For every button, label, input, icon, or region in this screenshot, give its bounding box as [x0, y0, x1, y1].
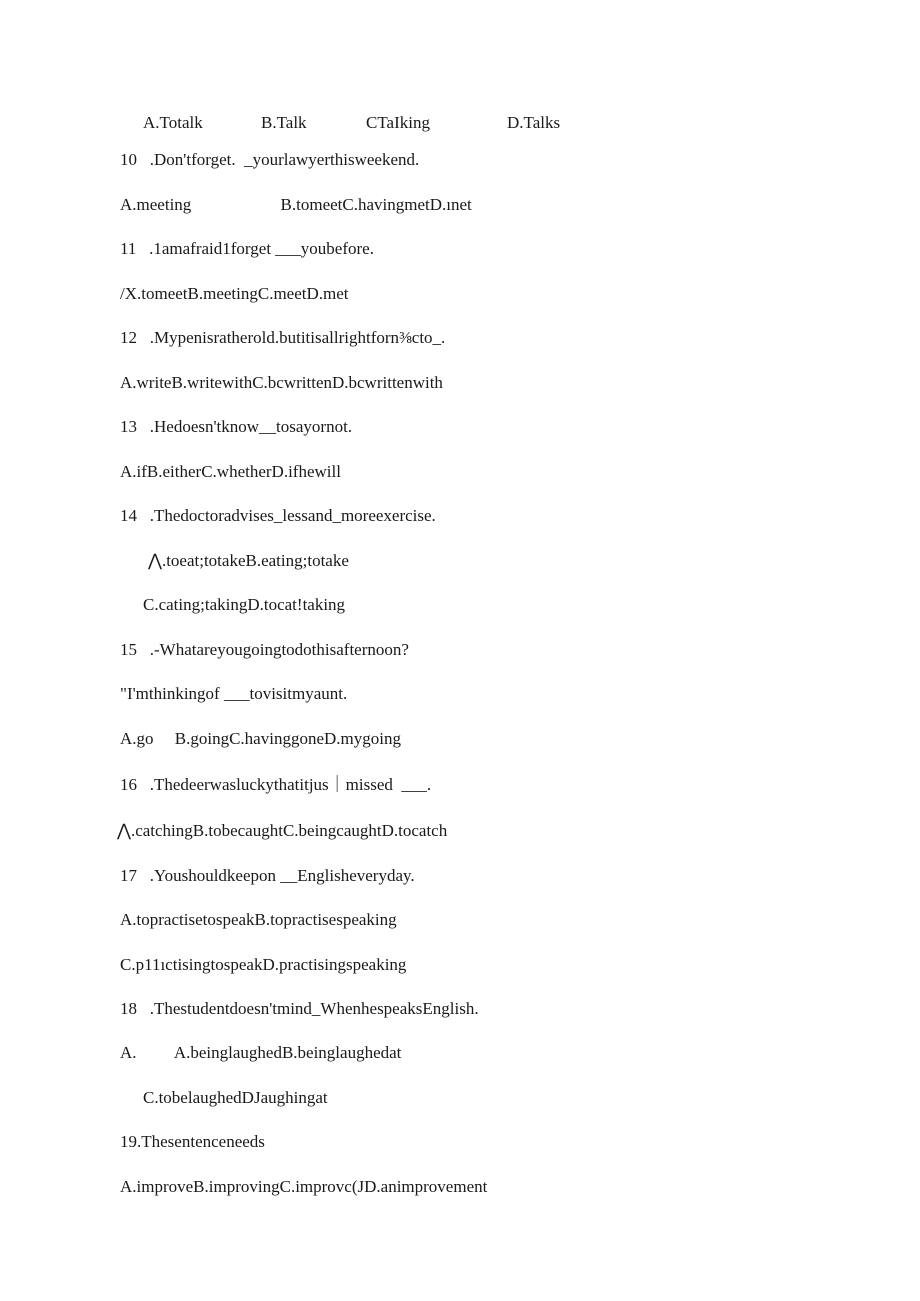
question-17-options-cd: C.p11ıctisingtospeakD.practisingspeaking [120, 955, 407, 974]
question-15-reply: "I'mthinkingof ___tovisitmyaunt. [120, 684, 348, 703]
question-12-options: A.writeB.writewithC.bcwrittenD.bcwrittenwith [120, 373, 443, 392]
question-11: 11 .1amafraid1forget ___youbefore. [120, 239, 374, 258]
question-11-options: /X.tomeetB.meetingC.meetD.met [120, 284, 349, 303]
option-b: B.Talk [261, 113, 307, 132]
question-14-options-ab: ⋀.toeat;totakeB.eating;totake [148, 551, 349, 570]
option-a: A.Totalk [143, 113, 203, 132]
question-15: 15 .-Whatareyougoingtodothisafternoon? [120, 640, 409, 659]
question-13-options: A.ifB.eitherC.whetherD.ifhewill [120, 462, 341, 481]
question-17: 17 .Youshouldkeepon __Englisheveryday. [120, 866, 415, 885]
question-16-options: ⋀.catchingB.tobecaughtC.beingcaughtD.tocatch [117, 821, 448, 840]
option-d: D.Talks [507, 113, 561, 132]
question-13: 13 .Hedoesn'tknow__tosayornot. [120, 417, 353, 436]
question-16: 16 .Thedeerwasluckythatitjus｜missed ___. [120, 775, 432, 794]
question-18: 18 .Thestudentdoesn'tmind_WhenhespeaksEnglish. [120, 999, 479, 1018]
question-14-options-cd: C.cating;takingD.tocat!taking [143, 595, 346, 614]
question-18-options-ab: A. A.beinglaughedB.beinglaughedat [120, 1043, 402, 1062]
question-10: 10 .Don'tforget. _yourlawyerthisweekend. [120, 150, 420, 169]
question-19: 19.Thesentenceneeds [120, 1132, 265, 1151]
question-18-options-cd: C.tobelaughedDJaughingat [143, 1088, 328, 1107]
question-10-options: A.meeting B.tomeetC.havingmetD.ınet [120, 195, 472, 214]
question-19-options: A.improveB.improvingC.improvc(JD.animprovement [120, 1177, 488, 1196]
question-17-options-ab: A.topractisetospeakB.topractisespeaking [120, 910, 397, 929]
option-c: CTaIking [366, 113, 430, 132]
question-14: 14 .Thedoctoradvises_lessand_moreexercise. [120, 506, 436, 525]
question-15-options: A.go B.goingC.havinggoneD.mygoing [120, 729, 401, 748]
question-12: 12 .Mypenisratherold.butitisallrightforn⅜cto_. [120, 328, 446, 347]
